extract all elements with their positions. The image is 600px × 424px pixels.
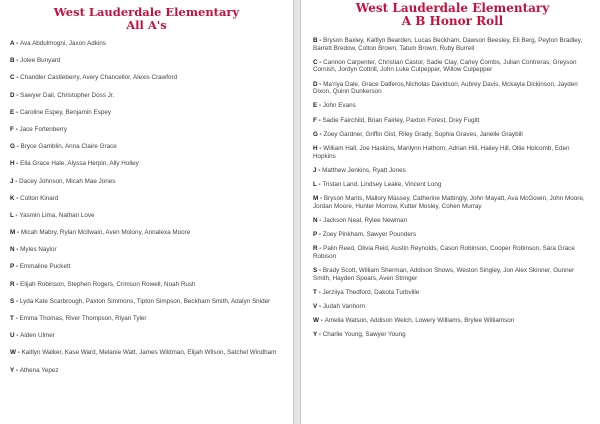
row-names: Chandler Castleberry, Avery Chancellor, Alexis Crawford	[20, 74, 178, 82]
row-separator: -	[14, 263, 20, 271]
row-letter: B	[10, 57, 15, 65]
honor-row	[10, 229, 283, 237]
row-names: Emma Thomas, River Thompson, Riyan Tyler	[19, 315, 147, 322]
honor-row	[10, 281, 283, 289]
row-separator: -	[13, 177, 20, 185]
honor-row	[313, 131, 592, 139]
row-letter: P	[313, 231, 318, 239]
ab-honor-roll-list	[313, 37, 592, 339]
row-names: Zoey Gardner, Griffin Gist, Riley Grady, Sophia Graves, Janelle Graybill	[323, 130, 523, 138]
row-letter: C	[313, 58, 318, 66]
honor-row	[313, 102, 592, 110]
row-separator: -	[317, 302, 323, 310]
row-names: Tristan Land, Lindsey Leake, Vincent Long	[322, 180, 442, 188]
row-separator: -	[14, 57, 21, 65]
row-separator: -	[317, 58, 324, 66]
row-letter: A	[10, 40, 15, 47]
honor-row	[10, 178, 283, 186]
row-names: Kaitlyn Walker, Kase Ward, Melanie Watt, James Wildman, Elijah Wilson, Satchel Windham	[21, 349, 277, 357]
left-school-title: West Lauderdale Elementary	[53, 5, 240, 19]
row-separator: -	[14, 143, 21, 151]
honor-row	[10, 349, 283, 357]
row-separator: -	[318, 195, 324, 203]
honor-row	[10, 298, 283, 306]
row-names: William Hall, Joe Haskins, Marilynn Hathorn, Adrian Hill, Hailey Hill, Ollie Holcomb, Eden Hopkins	[313, 144, 570, 160]
honor-row	[10, 74, 283, 82]
row-separator: -	[15, 229, 21, 237]
row-letter: M	[10, 229, 16, 237]
row-names: Myles Naylor	[20, 246, 57, 254]
honor-row	[313, 317, 592, 325]
row-separator: -	[14, 194, 21, 202]
honor-row	[313, 81, 592, 96]
honor-row	[10, 195, 283, 203]
row-letter: S	[313, 267, 318, 274]
honor-row	[10, 92, 283, 100]
row-letter: U	[10, 332, 15, 340]
row-letter: B	[313, 37, 318, 44]
row-separator: -	[316, 116, 323, 124]
row-names: John Evans	[322, 102, 356, 110]
row-separator: -	[14, 160, 21, 168]
row-names: Jackson Neal, Rylee Newman	[323, 216, 408, 224]
row-letter: S	[10, 297, 15, 305]
row-letter: P	[10, 263, 15, 271]
row-letter: F	[10, 125, 14, 133]
row-names: Bryce Gamblin, Anna Claire Grace	[20, 143, 117, 151]
ab-honor-roll-panel	[300, 0, 600, 424]
row-letter: V	[313, 302, 318, 310]
row-names: Aiden Ulmer	[20, 332, 55, 340]
row-letter: M	[313, 195, 319, 203]
right-school-title: West Lauderdale Elementary	[355, 1, 550, 15]
all-as-list	[10, 40, 283, 374]
row-names: Sawyer Dail, Christopher Doss Jr.	[20, 91, 115, 99]
row-separator: -	[316, 180, 323, 188]
row-names: Bryson Mants, Mallory Massey, Catherine Mattingly, John Mayatt, Ava McGowin, John Moore, Jordan Moore, Hunter Morrow, Kutter Mosley, Cohen Murray	[313, 195, 585, 210]
honor-row	[313, 59, 592, 74]
row-separator: -	[316, 288, 323, 296]
row-names: Elijah Robinson, Stephen Rogers, Crimson Rowell, Noah Rush	[20, 280, 196, 288]
row-separator: -	[317, 331, 323, 339]
row-letter: W	[10, 349, 16, 357]
honor-row	[10, 126, 283, 134]
row-separator: -	[317, 102, 323, 110]
row-letter: E	[10, 108, 15, 116]
row-names: Caroline Espey, Benjamin Espey	[19, 108, 112, 116]
row-letter: R	[10, 280, 15, 288]
row-letter: C	[10, 74, 15, 82]
row-separator: -	[317, 245, 324, 253]
row-separator: -	[14, 332, 21, 340]
row-letter: K	[10, 194, 15, 202]
honor-row	[10, 315, 283, 323]
honor-row	[313, 167, 592, 175]
row-names: Ella Grace Hale, Alyssa Herpin, Ally Holley	[20, 160, 139, 168]
row-letter: E	[313, 102, 318, 110]
row-separator: -	[317, 144, 324, 152]
honor-row	[10, 160, 283, 168]
row-letter: R	[313, 245, 318, 253]
row-names: Yasmin Lima, Nathan Love	[19, 211, 95, 219]
row-names: Matthew Jenkins, Ryatt Jones	[322, 166, 406, 174]
row-names: Bryson Baxley, Kaitlyn Bearden, Lucas Beckham, Dawson Beesley, Eli Berg, Peyton Bradley, Barrett Bredow, Colton Brown, Tatum Brown, Ruby Burrell	[313, 37, 583, 52]
honor-row	[10, 143, 283, 151]
row-letter: T	[313, 288, 317, 296]
row-letter: H	[313, 144, 318, 152]
row-letter: J	[313, 166, 317, 174]
right-subtitle: A B Honor Roll	[401, 14, 504, 28]
row-names: Emmaline Puckett	[19, 263, 71, 271]
row-names: Jolee Bunyard	[20, 57, 61, 65]
row-separator: -	[318, 317, 325, 325]
row-letter: W	[313, 317, 319, 325]
honor-row	[313, 245, 592, 260]
row-separator: -	[13, 211, 20, 219]
row-names: Zoey Pinkham, Sawyer Pounders	[322, 231, 417, 239]
row-letter: Y	[10, 366, 15, 374]
honor-row	[313, 303, 592, 311]
row-separator: -	[317, 37, 324, 44]
row-separator: -	[14, 91, 21, 99]
row-separator: -	[317, 216, 324, 224]
row-separator: -	[14, 108, 20, 116]
row-separator: -	[317, 80, 324, 88]
row-names: Amelia Watson, Addison Welch, Lowery Williams, Brylee Williamson	[324, 317, 515, 325]
honor-row	[313, 289, 592, 297]
row-separator: -	[14, 280, 21, 288]
row-letter: F	[313, 116, 317, 124]
row-names: Ma'riya Dale, Grace Dalferos,Nicholas Davidson, Aubrey Davis, Mckayla Dickinson, Jayden Dixon, Quinn Dunkerson	[313, 80, 578, 96]
row-names: Colton Kinard	[20, 194, 59, 202]
row-letter: D	[313, 80, 318, 88]
row-names: Judah Vanhorn	[322, 302, 366, 310]
row-separator: -	[316, 166, 323, 174]
honor-row	[10, 263, 283, 271]
honor-row	[10, 332, 283, 340]
row-separator: -	[13, 315, 20, 322]
row-names: Athena Yepez	[19, 366, 59, 374]
row-letter: T	[10, 315, 14, 322]
row-letter: D	[10, 91, 15, 99]
row-names: Micah Mabry, Rylan McIlwain, Aven Molony, Annalexa Moore	[20, 229, 191, 237]
row-letter: N	[10, 246, 15, 254]
honor-row	[313, 145, 592, 160]
row-names: Lyda Kate Scarbrough, Paxton Simmons, Tipton Simpson, Beckham Smith, Adalyn Snider	[19, 297, 271, 305]
honor-row	[313, 231, 592, 239]
row-separator: -	[15, 349, 22, 357]
row-separator: -	[317, 267, 323, 274]
honor-row	[10, 367, 283, 375]
row-separator: -	[317, 130, 324, 138]
row-letter: Y	[313, 331, 318, 339]
row-names: Jerziiya Thedford, Dakota Turbville	[322, 288, 420, 296]
row-names: Jace Fortenberry	[19, 125, 68, 133]
honor-row	[10, 246, 283, 254]
row-separator: -	[14, 366, 20, 374]
row-letter: H	[10, 160, 15, 168]
row-names: Dacey Johnson, Micah Mae Jones	[19, 177, 116, 185]
row-names: Ava Abdulmogni, Jaxon Adkins	[19, 40, 106, 47]
honor-row	[313, 37, 592, 52]
honor-row	[10, 40, 283, 48]
row-names: Palin Reed, Olivia Reid, Austin Reynolds, Cason Robinson, Cooper Robinson, Sara Grace Robison	[313, 245, 575, 260]
honor-row	[10, 212, 283, 220]
honor-row	[313, 217, 592, 225]
row-names: Sadie Fairchild, Brian Fairley, Paxton Forest, Drey Fugitt	[322, 116, 480, 124]
row-names: Charlie Young, Sawyer Young	[322, 331, 406, 339]
honor-row	[313, 181, 592, 189]
honor-row	[313, 331, 592, 339]
row-separator: -	[13, 125, 20, 133]
row-letter: J	[10, 177, 14, 185]
row-letter: G	[313, 130, 318, 138]
row-separator: -	[14, 74, 21, 82]
honor-row	[313, 195, 592, 210]
row-separator: -	[14, 246, 21, 254]
row-separator: -	[14, 40, 20, 47]
row-names: Brady Scott, William Sherman, Addison Shows, Weston Singley, Jon Alex Skinner, Gunner Smith, Hayden Spears, Aven Stringer	[313, 267, 575, 282]
honor-row	[313, 117, 592, 125]
row-letter: L	[313, 180, 317, 188]
honor-row	[10, 109, 283, 117]
row-names: Cannon Carpenter, Christian Castor, Sadie Clay, Carley Combs, Julian Contreras, Greyson Cornish, Jordyn Cottrill, John Luke Culpepper, Willow Culpepper	[313, 58, 577, 74]
honor-row	[10, 57, 283, 65]
row-separator: -	[14, 297, 20, 305]
row-letter: L	[10, 211, 14, 219]
all-as-panel	[0, 0, 294, 424]
row-separator: -	[317, 231, 323, 239]
honor-row	[313, 267, 592, 282]
left-subtitle: All A's	[126, 18, 167, 32]
row-letter: G	[10, 143, 15, 151]
row-letter: N	[313, 216, 318, 224]
